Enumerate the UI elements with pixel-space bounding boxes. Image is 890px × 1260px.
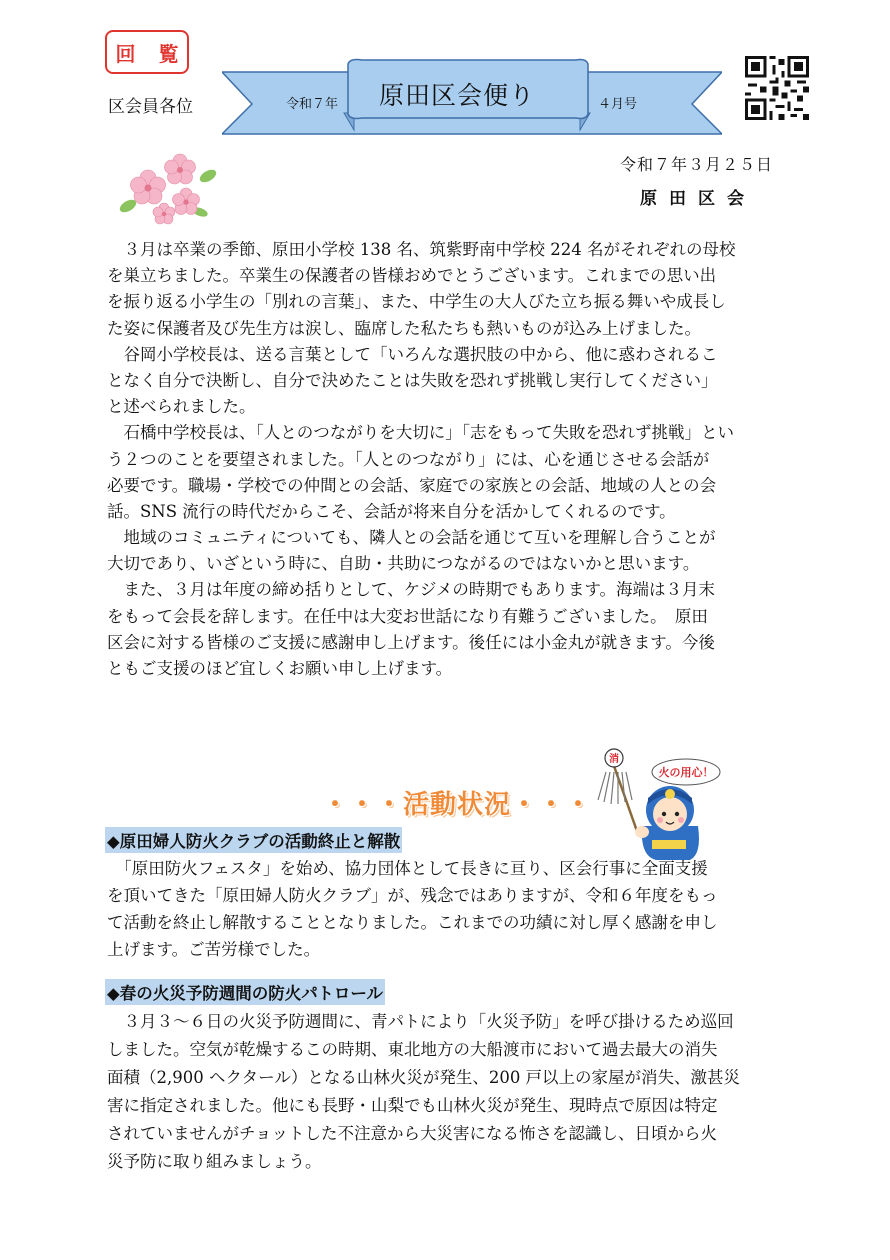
section-line: 害に指定されました。他にも長野・山梨でも山林火災が発生、現時点で原因は特定 [107,1096,718,1115]
issue-date: 令和７年３月２５日 [620,155,774,174]
activity-section-title: ・・・活動状況・・・ [322,790,593,820]
article-line: た姿に保護者及び先生方は涙し、臨席した私たちも熱いものが込み上げました。 [107,318,701,338]
fire-safety-mascot-icon [594,744,724,866]
article-line: また、３月は年度の締め括りとして、ケジメの時期でもあります。海端は３月末 [107,580,716,600]
cherry-blossom-icon [108,146,223,226]
newsletter-title: 原田区会便り [378,81,535,110]
section-line: 災予防に取り組みましょう。 [107,1152,322,1171]
article-line: 大切であり、いざという時に、自助・共助につながるのではないかと思います。 [107,554,700,574]
issue-label: ４月号 [598,97,638,112]
article-line: をもって会長を辞します。在任中は大変お世話になり有難うございました。 原田 [107,606,708,626]
era-label: 令和７年 [286,97,339,112]
article-line: ３月は卒業の季節、原田小学校 138 名、筑紫野南中学校 224 名がそれぞれの母校 [107,240,736,259]
section-line: を頂いてきた「原田婦人防火クラブ」が、残念ではありますが、令和６年度をもっ [107,886,718,905]
article-line: を巣立ちました。卒業生の保護者の皆様おめでとうございます。これまでの思い出 [107,266,717,286]
article-line: 必要です。職場・学校での仲間との会話、家庭での家族との会話、地域の人との会 [107,475,717,495]
article-line: となく自分で決断し、自分で決めたことは失敗を恐れず挑戦し実行してください」 [107,370,718,390]
article-line: 区会に対する皆様のご支援に感謝申し上げます。後任には小金丸が就きます。今後 [107,632,715,652]
article-line: ともご支援のほど宜しくお願い申し上げます。 [107,659,453,678]
mascot-caption: 火の用心！ [658,766,714,779]
section-line: 上げます。ご苦労様でした。 [107,940,321,959]
article-line: と述べられました。 [107,397,256,417]
article-line: を振り返る小学生の「別れの言葉」、また、中学生の大人びた立ち振る舞いや成長し [107,292,726,312]
section-line: て活動を終止し解散することとなりました。これまでの功績に対し厚く感謝を申し [107,913,718,932]
section-line: 「原田防火フェスタ」を始め、協力団体として長きに亘り、区会行事に全面支援 [107,859,708,878]
section-body-fire-patrol [107,1008,787,1176]
article-line: 地域のコミュニティについても、隣人との会話を通じて互いを理解し合うことが [107,528,716,548]
organization-name: 原田区会 [640,189,756,209]
section-heading-fire-patrol: ◆春の火災予防週間の防火パトロール [105,979,385,1005]
section-heading-fire-club: ◆原田婦人防火クラブの活動終止と解散 [105,827,402,853]
circulation-stamp: 回 覧 [105,30,189,74]
article-line: う２つのことを要望されました。「人とのつながり」には、心を通じさせる会話が [107,449,710,469]
article-line: 谷岡小学校長は、送る言葉として「いろんな選択肢の中から、他に惑わされるこ [107,344,718,364]
main-article [107,237,787,682]
section-body-fire-club [107,855,787,963]
qr-code-icon[interactable] [745,56,809,120]
section-line: ３月３～６日の火災予防週間に、青パトにより「火災予防」を呼び掛けるため巡回 [107,1012,734,1031]
section-line: 面積（2,900 ヘクタール）となる山林火災が発生、200 戸以上の家屋が消失、激甚災 [107,1068,741,1087]
article-line: 石橋中学校長は、「人とのつながりを大切に」「志をもって失敗を恐れず挑戦」とい [107,423,734,443]
section-line: されていませんがチョットした不注意から大災害になる怖さを認識し、日頃から火 [107,1124,718,1143]
section-line: しました。空気が乾燥するこの時期、東北地方の大船渡市において過去最大の消失 [107,1040,718,1059]
recipients-label: 区会員各位 [108,97,193,117]
mascot-flag-text: 消 [609,754,619,765]
article-line: 話。SNS 流行の時代だからこそ、会話が将来自分を活かしてくれるのです。 [107,501,676,521]
